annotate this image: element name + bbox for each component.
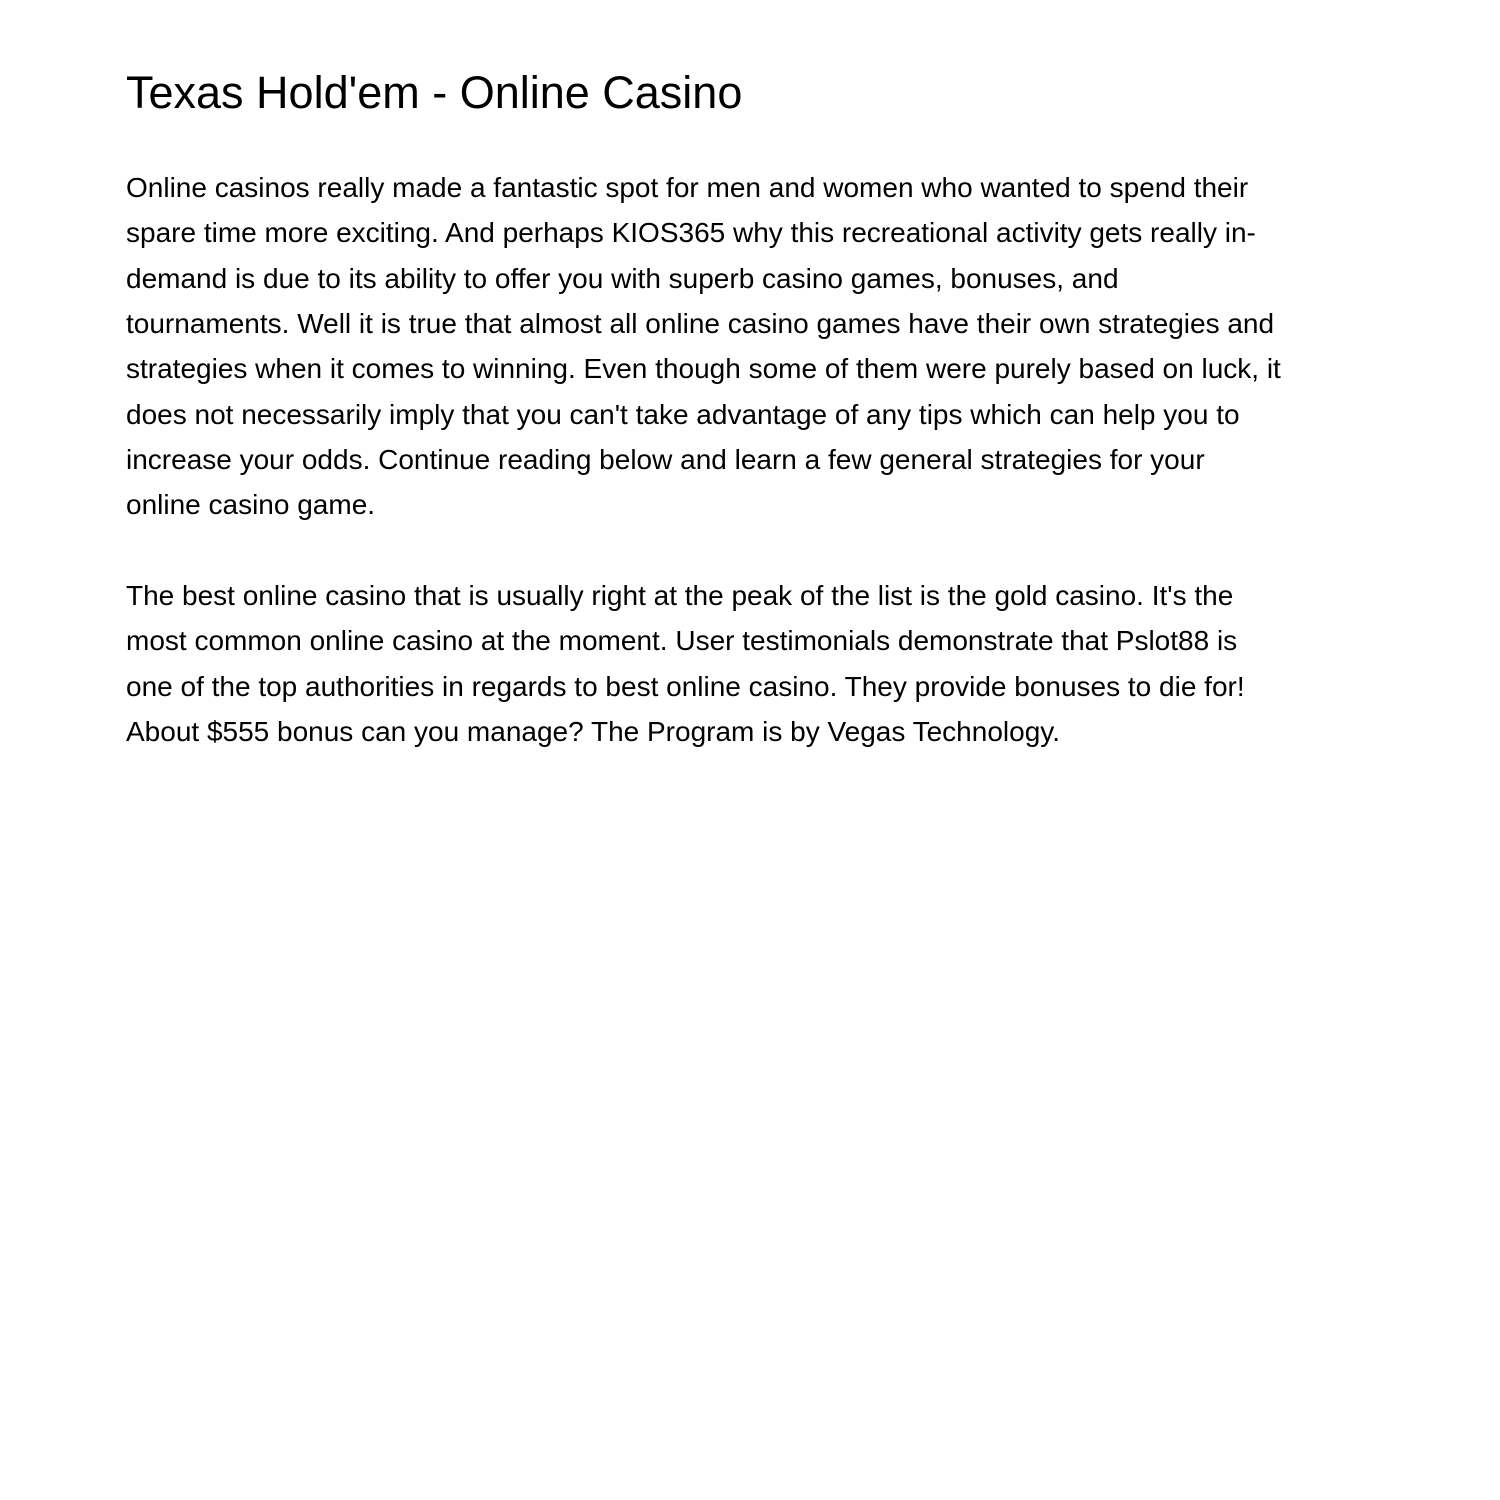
page-title: Texas Hold'em - Online Casino <box>126 67 743 118</box>
paragraph-1-line: increase your odds. Continue reading below and learn a few general strategies for your <box>126 444 1205 475</box>
paragraph-1-line: strategies when it comes to winning. Even though some of them were purely based on luck, it <box>126 353 1281 384</box>
paragraph-2-line: The best online casino that is usually right at the peak of the list is the gold casino. It's the <box>126 580 1234 611</box>
paragraph-1-line: spare time more exciting. And perhaps KIOS365 why this recreational activity gets really in- <box>126 217 1256 248</box>
paragraph-2-line: most common online casino at the moment. User testimonials demonstrate that Pslot88 is <box>126 625 1238 656</box>
paragraph-1-line: tournaments. Well it is true that almost all online casino games have their own strategies and <box>126 308 1275 339</box>
paragraph-2-line: one of the top authorities in regards to best online casino. They provide bonuses to die for! <box>126 671 1245 702</box>
paragraph-1-line: online casino game. <box>126 489 376 520</box>
paragraph-1-line: Online casinos really made a fantastic spot for men and women who wanted to spend their <box>126 172 1249 203</box>
paragraph-2-line: About $555 bonus can you manage? The Program is by Vegas Technology. <box>126 716 1060 747</box>
paragraph-1-line: does not necessarily imply that you can't take advantage of any tips which can help you to <box>126 399 1240 430</box>
paragraph-1-line: demand is due to its ability to offer you with superb casino games, bonuses, and <box>126 263 1119 294</box>
